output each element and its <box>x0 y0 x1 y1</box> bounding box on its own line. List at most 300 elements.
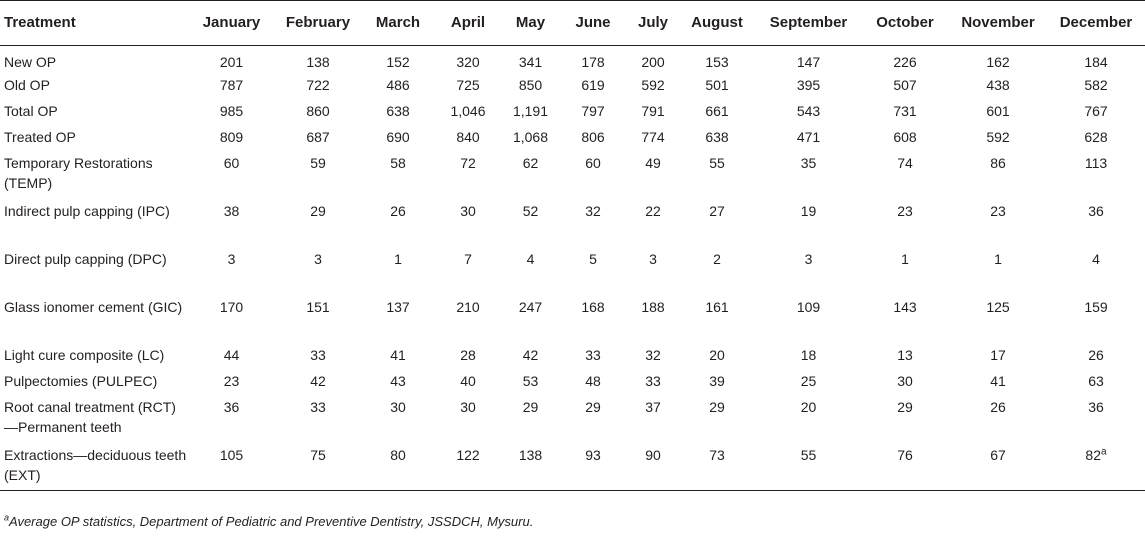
table-cell <box>756 98 861 124</box>
cell-value: 471 <box>796 129 821 145</box>
cell-value: 138 <box>518 447 543 463</box>
table-cell <box>1047 46 1145 73</box>
table-row <box>0 46 1145 73</box>
table-cell <box>1047 294 1145 342</box>
cell-value: 30 <box>460 203 476 219</box>
cell-value: 113 <box>1084 155 1108 171</box>
table-cell <box>1047 198 1145 246</box>
cell-value: 1 <box>901 251 909 267</box>
column-header-february: February <box>273 1 363 46</box>
table-cell <box>503 342 558 368</box>
cell-value: 55 <box>800 447 817 463</box>
cell-value: 23 <box>223 373 240 389</box>
cell-value: 74 <box>897 155 913 171</box>
table-cell <box>433 394 503 442</box>
column-header-august: August <box>678 1 756 46</box>
cell-value: 787 <box>219 77 244 93</box>
table-cell <box>503 150 558 198</box>
cell-value: 82 <box>1085 447 1101 463</box>
cell-value: 486 <box>386 77 410 93</box>
table-cell <box>678 442 756 490</box>
table-cell <box>861 246 949 294</box>
cell-value: 791 <box>641 103 665 119</box>
cell-value: 36 <box>1088 203 1104 219</box>
cell-value: 601 <box>986 103 1010 119</box>
table-cell <box>558 98 628 124</box>
table-cell <box>558 198 628 246</box>
cell-value: 7 <box>464 251 472 267</box>
table-cell <box>273 150 363 198</box>
table-cell <box>433 368 503 394</box>
table-cell <box>949 368 1047 394</box>
row-label: Treated OP <box>4 129 76 145</box>
table-cell <box>190 246 273 294</box>
table-cell <box>678 394 756 442</box>
cell-value: 5 <box>589 251 597 267</box>
table-cell <box>756 394 861 442</box>
table-cell <box>628 198 678 246</box>
cell-value: 170 <box>219 299 244 315</box>
table-cell <box>190 394 273 442</box>
cell-value: 143 <box>893 299 917 315</box>
cell-value: 151 <box>306 299 330 315</box>
table-cell <box>558 342 628 368</box>
table-cell <box>273 98 363 124</box>
column-header-october: October <box>861 1 949 46</box>
cell-value: 29 <box>585 399 601 415</box>
table-cell <box>678 124 756 150</box>
table-cell <box>861 342 949 368</box>
table-cell <box>558 72 628 98</box>
cell-value: 36 <box>1088 399 1104 415</box>
cell-value: 28 <box>460 347 476 363</box>
cell-value: 44 <box>223 347 240 363</box>
table-cell <box>949 246 1047 294</box>
cell-value: 797 <box>581 103 605 119</box>
cell-value: 18 <box>800 347 817 363</box>
table-cell <box>363 368 433 394</box>
table-cell <box>433 46 503 73</box>
table-cell <box>756 198 861 246</box>
cell-value: 73 <box>709 447 725 463</box>
table-cell <box>756 72 861 98</box>
cell-value: 860 <box>306 103 330 119</box>
table-cell <box>1047 442 1145 490</box>
table-cell <box>273 246 363 294</box>
table-cell <box>756 442 861 490</box>
cell-value: 39 <box>709 373 725 389</box>
table-cell <box>628 394 678 442</box>
cell-value: 2 <box>713 251 721 267</box>
table-cell <box>861 394 949 442</box>
cell-value: 62 <box>522 155 539 171</box>
table-row <box>0 368 1145 394</box>
table-cell <box>756 150 861 198</box>
row-label: Total OP <box>4 103 58 119</box>
table-cell <box>363 46 433 73</box>
table-cell <box>190 442 273 490</box>
table-cell <box>363 246 433 294</box>
cell-value: 125 <box>986 299 1010 315</box>
cell-value: 93 <box>585 447 601 463</box>
table-cell <box>756 124 861 150</box>
cell-value: 29 <box>522 399 539 415</box>
cell-value: 109 <box>796 299 821 315</box>
table-cell <box>861 368 949 394</box>
table-cell <box>433 150 503 198</box>
cell-value: 19 <box>800 203 817 219</box>
cell-value: 20 <box>709 347 725 363</box>
cell-value: 1,046 <box>450 103 486 119</box>
table-cell <box>190 294 273 342</box>
table-cell <box>628 72 678 98</box>
table-cell <box>756 246 861 294</box>
cell-value: 32 <box>585 203 601 219</box>
column-header-july: July <box>628 1 678 46</box>
cell-value: 13 <box>897 347 913 363</box>
table-cell <box>678 198 756 246</box>
cell-value: 26 <box>990 399 1006 415</box>
cell-value: 4 <box>526 251 535 267</box>
cell-value: 105 <box>219 447 244 463</box>
table-cell <box>756 342 861 368</box>
table-cell <box>678 294 756 342</box>
cell-value: 638 <box>386 103 410 119</box>
cell-value: 60 <box>585 155 601 171</box>
cell-value: 138 <box>306 54 330 70</box>
cell-value: 52 <box>522 203 539 219</box>
table-cell <box>273 368 363 394</box>
table-cell <box>628 368 678 394</box>
row-label: Root canal treatment (RCT)—Permanent teeth <box>4 399 176 435</box>
cell-value: 168 <box>581 299 605 315</box>
cell-value: 33 <box>310 399 326 415</box>
cell-value: 3 <box>227 251 236 267</box>
cell-value: 638 <box>705 129 729 145</box>
table-cell <box>503 368 558 394</box>
cell-value: 687 <box>306 129 330 145</box>
table-cell <box>273 294 363 342</box>
cell-value: 592 <box>641 77 665 93</box>
cell-value: 42 <box>522 347 539 363</box>
table-cell <box>503 198 558 246</box>
table-cell <box>628 98 678 124</box>
cell-value: 49 <box>645 155 661 171</box>
cell-value: 37 <box>645 399 661 415</box>
table-cell <box>678 368 756 394</box>
table-cell <box>1047 150 1145 198</box>
cell-value: 840 <box>456 129 480 145</box>
cell-value: 619 <box>581 77 605 93</box>
table-cell <box>433 442 503 490</box>
cell-value: 320 <box>456 54 480 70</box>
cell-value: 23 <box>897 203 913 219</box>
table-cell <box>503 46 558 73</box>
table-cell <box>363 198 433 246</box>
cell-value: 122 <box>456 447 480 463</box>
cell-value: 76 <box>897 447 913 463</box>
cell-value: 30 <box>390 399 406 415</box>
cell-value: 661 <box>705 103 729 119</box>
cell-value: 161 <box>705 299 729 315</box>
cell-value: 159 <box>1084 299 1108 315</box>
cell-value: 1 <box>994 251 1002 267</box>
table-cell <box>861 46 949 73</box>
table-row <box>0 124 1145 150</box>
cell-value: 53 <box>522 373 539 389</box>
table-cell <box>678 150 756 198</box>
cell-value: 41 <box>990 373 1006 389</box>
table-cell <box>433 246 503 294</box>
table-cell <box>433 124 503 150</box>
table-cell <box>273 198 363 246</box>
table-cell <box>678 246 756 294</box>
table-body <box>0 46 1145 491</box>
cell-value: 26 <box>1088 347 1104 363</box>
column-header-september: September <box>756 1 861 46</box>
table-cell <box>433 98 503 124</box>
row-label: Direct pulp capping (DPC) <box>4 251 167 267</box>
table-cell <box>861 124 949 150</box>
table-cell <box>433 198 503 246</box>
table-cell <box>558 150 628 198</box>
cell-value: 774 <box>641 129 665 145</box>
cell-value: 33 <box>585 347 601 363</box>
table-cell <box>190 198 273 246</box>
table-cell <box>433 294 503 342</box>
cell-value: 30 <box>897 373 913 389</box>
column-header-may: May <box>503 1 558 46</box>
cell-value: 3 <box>804 251 813 267</box>
table-cell <box>190 342 273 368</box>
cell-value: 1,068 <box>512 129 549 145</box>
cell-value: 247 <box>518 299 543 315</box>
table-footnote <box>4 514 533 529</box>
cell-value: 767 <box>1084 103 1108 119</box>
footnote-text: Average OP statistics, Department of Pediatric and Preventive Dentistry, JSSDCH, Mysuru. <box>9 514 534 529</box>
table-cell <box>273 342 363 368</box>
cell-value: 20 <box>800 399 817 415</box>
cell-value: 22 <box>645 203 661 219</box>
cell-value: 395 <box>796 77 821 93</box>
column-header-december: December <box>1047 1 1145 46</box>
table-cell <box>190 72 273 98</box>
cell-value: 507 <box>893 77 917 93</box>
table-cell <box>949 72 1047 98</box>
table-cell <box>949 342 1047 368</box>
table-cell <box>558 368 628 394</box>
row-label: Pulpectomies (PULPEC) <box>4 373 158 389</box>
cell-value: 26 <box>390 203 406 219</box>
cell-value: 38 <box>223 203 240 219</box>
cell-value: 75 <box>310 447 326 463</box>
table-cell <box>1047 98 1145 124</box>
table-cell <box>363 442 433 490</box>
table-cell <box>628 46 678 73</box>
table-row <box>0 442 1145 490</box>
table-cell <box>861 72 949 98</box>
table-cell <box>756 368 861 394</box>
table-cell <box>363 294 433 342</box>
table-cell <box>861 442 949 490</box>
cell-value: 690 <box>386 129 410 145</box>
table-cell <box>949 124 1047 150</box>
table-cell <box>1047 124 1145 150</box>
table-cell <box>861 150 949 198</box>
footnote-superscript: a <box>1101 446 1107 458</box>
table-row <box>0 294 1145 342</box>
table-cell <box>503 442 558 490</box>
table-cell <box>363 342 433 368</box>
cell-value: 80 <box>390 447 406 463</box>
cell-value: 137 <box>386 299 410 315</box>
table-cell <box>503 394 558 442</box>
cell-value: 29 <box>310 203 326 219</box>
table-row <box>0 198 1145 246</box>
column-header-march: March <box>363 1 433 46</box>
table-cell <box>273 72 363 98</box>
cell-value: 60 <box>223 155 240 171</box>
table-cell <box>756 46 861 73</box>
cell-value: 985 <box>219 103 244 119</box>
cell-value: 147 <box>796 54 821 70</box>
cell-value: 850 <box>518 77 543 93</box>
cell-value: 341 <box>518 54 543 70</box>
row-label: Old OP <box>4 77 50 93</box>
header-row <box>0 1 1145 46</box>
table-cell <box>678 98 756 124</box>
table-cell <box>949 294 1047 342</box>
table-cell <box>433 72 503 98</box>
table-cell <box>273 124 363 150</box>
cell-value: 162 <box>986 54 1010 70</box>
table-cell <box>363 150 433 198</box>
table-cell <box>433 342 503 368</box>
column-header-april: April <box>433 1 503 46</box>
cell-value: 809 <box>219 129 244 145</box>
table-cell <box>190 150 273 198</box>
table-cell <box>628 442 678 490</box>
table-cell <box>949 98 1047 124</box>
table-row <box>0 342 1145 368</box>
cell-value: 90 <box>645 447 661 463</box>
table-cell <box>190 46 273 73</box>
table-cell <box>190 124 273 150</box>
cell-value: 608 <box>893 129 917 145</box>
footnote-mark: a <box>4 512 10 523</box>
cell-value: 628 <box>1084 129 1108 145</box>
row-label: Glass ionomer cement (GIC) <box>4 299 183 315</box>
cell-value: 55 <box>709 155 725 171</box>
cell-value: 200 <box>641 54 665 70</box>
cell-value: 178 <box>581 54 605 70</box>
cell-value: 152 <box>386 54 410 70</box>
column-header-november: November <box>949 1 1047 46</box>
table-cell <box>628 150 678 198</box>
cell-value: 582 <box>1084 77 1108 93</box>
table-cell <box>949 46 1047 73</box>
cell-value: 188 <box>641 299 665 315</box>
cell-value: 1 <box>394 251 402 267</box>
cell-value: 806 <box>581 129 605 145</box>
cell-value: 43 <box>390 373 406 389</box>
table-cell <box>1047 72 1145 98</box>
table-cell <box>190 98 273 124</box>
cell-value: 86 <box>990 155 1006 171</box>
cell-value: 29 <box>709 399 725 415</box>
cell-value: 33 <box>310 347 326 363</box>
column-header-june: June <box>558 1 628 46</box>
cell-value: 438 <box>986 77 1010 93</box>
cell-value: 722 <box>306 77 330 93</box>
cell-value: 592 <box>986 129 1010 145</box>
column-header-treatment: Treatment <box>0 1 190 46</box>
row-label: Temporary Restorations (TEMP) <box>4 155 153 191</box>
table-cell <box>273 46 363 73</box>
cell-value: 30 <box>460 399 476 415</box>
cell-value: 210 <box>456 299 480 315</box>
table-cell <box>949 442 1047 490</box>
table-cell <box>558 294 628 342</box>
cell-value: 41 <box>390 347 406 363</box>
table-cell <box>558 46 628 73</box>
table-row <box>0 246 1145 294</box>
cell-value: 59 <box>310 155 326 171</box>
cell-value: 32 <box>645 347 661 363</box>
table-cell <box>628 246 678 294</box>
table-cell <box>503 72 558 98</box>
table-cell <box>273 394 363 442</box>
cell-value: 17 <box>990 347 1006 363</box>
row-label: Indirect pulp capping (IPC) <box>4 203 170 219</box>
cell-value: 201 <box>219 54 244 70</box>
table-cell <box>503 98 558 124</box>
cell-value: 63 <box>1088 373 1104 389</box>
cell-value: 153 <box>705 54 729 70</box>
cell-value: 58 <box>390 155 406 171</box>
table-cell <box>558 394 628 442</box>
table-cell <box>628 342 678 368</box>
cell-value: 35 <box>800 155 817 171</box>
row-label: New OP <box>4 54 57 70</box>
cell-value: 3 <box>314 251 322 267</box>
cell-value: 25 <box>800 373 817 389</box>
cell-value: 29 <box>897 399 913 415</box>
table-cell <box>363 394 433 442</box>
table-cell <box>503 294 558 342</box>
cell-value: 184 <box>1084 54 1108 70</box>
table-cell <box>861 294 949 342</box>
table-cell <box>678 342 756 368</box>
table-cell <box>273 442 363 490</box>
cell-value: 1,191 <box>512 103 549 119</box>
row-label: Light cure composite (LC) <box>4 347 165 363</box>
cell-value: 48 <box>585 373 601 389</box>
cell-value: 226 <box>893 54 917 70</box>
table-cell <box>861 198 949 246</box>
cell-value: 42 <box>310 373 326 389</box>
table-cell <box>503 246 558 294</box>
cell-value: 731 <box>893 103 917 119</box>
table-cell <box>949 198 1047 246</box>
table-cell <box>363 98 433 124</box>
cell-value: 501 <box>705 77 729 93</box>
table-cell <box>190 368 273 394</box>
cell-value: 40 <box>460 373 476 389</box>
table-cell <box>1047 342 1145 368</box>
cell-value: 23 <box>990 203 1006 219</box>
table-cell <box>363 124 433 150</box>
